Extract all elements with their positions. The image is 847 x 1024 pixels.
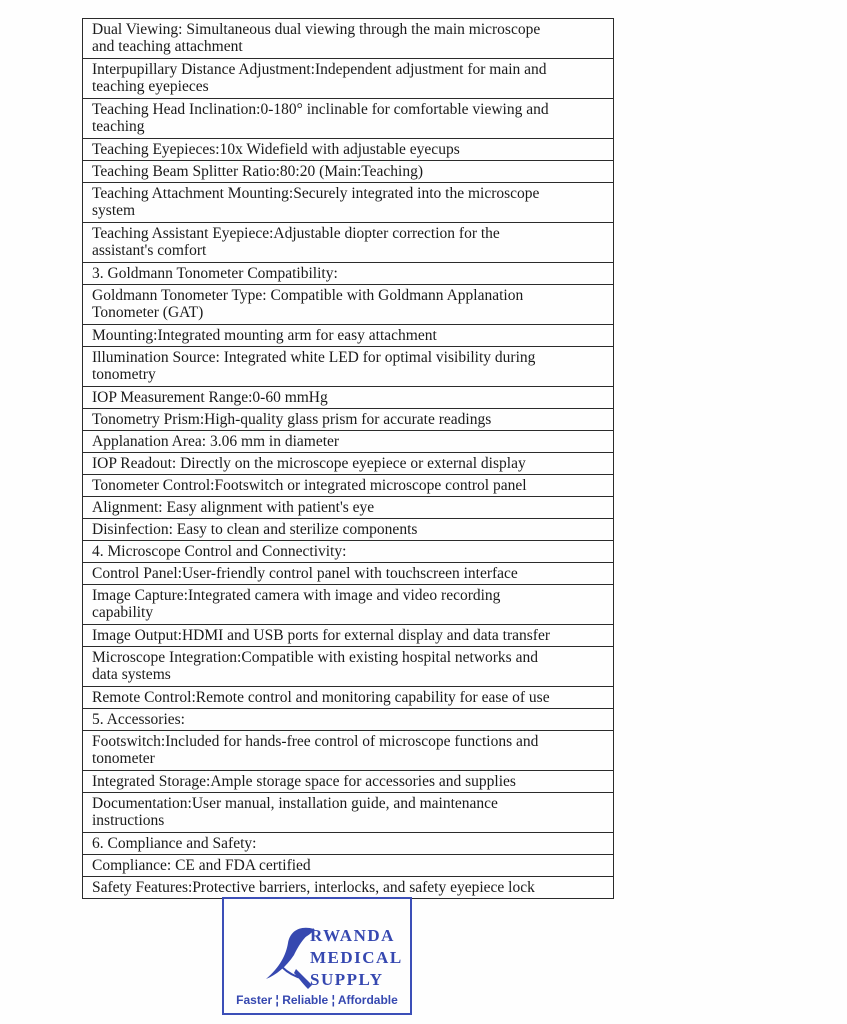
table-row bbox=[83, 139, 614, 161]
stamp-brand-name bbox=[310, 925, 403, 991]
table-cell: Disinfection: Easy to clean and sterilize components bbox=[83, 519, 614, 541]
table-cell: Teaching Eyepieces:10x Widefield with adjustable eyecups bbox=[83, 139, 614, 161]
stamp-brand-line2: MEDICAL bbox=[310, 948, 403, 967]
table-cell: IOP Readout: Directly on the microscope eyepiece or external display bbox=[83, 453, 614, 475]
table-cell: Goldmann Tonometer Type: Compatible with Goldmann Applanation Tonometer (GAT) bbox=[83, 285, 614, 325]
table-cell: Documentation:User manual, installation guide, and maintenance instructions bbox=[83, 793, 614, 833]
table-cell: Image Capture:Integrated camera with image and video recording capability bbox=[83, 585, 614, 625]
table-row bbox=[83, 285, 614, 325]
table-row bbox=[83, 325, 614, 347]
table-row bbox=[83, 731, 614, 771]
table-cell: Footswitch:Included for hands-free control of microscope functions and tonometer bbox=[83, 731, 614, 771]
table-cell: 3. Goldmann Tonometer Compatibility: bbox=[83, 263, 614, 285]
table-row bbox=[83, 453, 614, 475]
specifications-table-body bbox=[83, 19, 614, 899]
specifications-table bbox=[82, 18, 614, 899]
table-cell: 5. Accessories: bbox=[83, 709, 614, 731]
table-cell: 4. Microscope Control and Connectivity: bbox=[83, 541, 614, 563]
table-cell: Compliance: CE and FDA certified bbox=[83, 855, 614, 877]
table-cell: Applanation Area: 3.06 mm in diameter bbox=[83, 431, 614, 453]
table-cell: Integrated Storage:Ample storage space for accessories and supplies bbox=[83, 771, 614, 793]
table-row bbox=[83, 59, 614, 99]
table-row bbox=[83, 563, 614, 585]
table-row bbox=[83, 263, 614, 285]
table-row bbox=[83, 19, 614, 59]
table-row bbox=[83, 161, 614, 183]
table-cell: Teaching Head Inclination:0-180° inclinable for comfortable viewing and teaching bbox=[83, 99, 614, 139]
table-row bbox=[83, 585, 614, 625]
table-row bbox=[83, 99, 614, 139]
table-row bbox=[83, 877, 614, 899]
table-row bbox=[83, 431, 614, 453]
table-row bbox=[83, 475, 614, 497]
table-cell: IOP Measurement Range:0-60 mmHg bbox=[83, 387, 614, 409]
table-cell: 6. Compliance and Safety: bbox=[83, 833, 614, 855]
table-cell: Remote Control:Remote control and monitoring capability for ease of use bbox=[83, 687, 614, 709]
table-cell: Mounting:Integrated mounting arm for easy attachment bbox=[83, 325, 614, 347]
table-cell: Tonometer Control:Footswitch or integrated microscope control panel bbox=[83, 475, 614, 497]
table-row bbox=[83, 409, 614, 431]
table-row bbox=[83, 625, 614, 647]
table-row bbox=[83, 647, 614, 687]
table-cell: Control Panel:User-friendly control panel with touchscreen interface bbox=[83, 563, 614, 585]
table-cell: Tonometry Prism:High-quality glass prism for accurate readings bbox=[83, 409, 614, 431]
table-row bbox=[83, 687, 614, 709]
table-cell: Teaching Attachment Mounting:Securely integrated into the microscope system bbox=[83, 183, 614, 223]
table-cell: Alignment: Easy alignment with patient's eye bbox=[83, 497, 614, 519]
table-row bbox=[83, 771, 614, 793]
table-row bbox=[83, 387, 614, 409]
table-row bbox=[83, 833, 614, 855]
table-cell: Safety Features:Protective barriers, interlocks, and safety eyepiece lock bbox=[83, 877, 614, 899]
table-row bbox=[83, 347, 614, 387]
table-cell: Teaching Assistant Eyepiece:Adjustable diopter correction for the assistant's comfort bbox=[83, 223, 614, 263]
table-row bbox=[83, 223, 614, 263]
table-cell: Dual Viewing: Simultaneous dual viewing through the main microscope and teaching attachment bbox=[83, 19, 614, 59]
table-cell: Teaching Beam Splitter Ratio:80:20 (Main:Teaching) bbox=[83, 161, 614, 183]
table-cell: Microscope Integration:Compatible with existing hospital networks and data systems bbox=[83, 647, 614, 687]
table-cell: Interpupillary Distance Adjustment:Independent adjustment for main and teaching eyepieces bbox=[83, 59, 614, 99]
table-row bbox=[83, 709, 614, 731]
table-row bbox=[83, 541, 614, 563]
table-cell: Illumination Source: Integrated white LED for optimal visibility during tonometry bbox=[83, 347, 614, 387]
stamp-brand-line3: SUPPLY bbox=[310, 970, 384, 989]
stamp-brand-line1: RWANDA bbox=[310, 926, 395, 945]
table-row bbox=[83, 497, 614, 519]
table-row bbox=[83, 519, 614, 541]
table-row bbox=[83, 855, 614, 877]
table-row bbox=[83, 183, 614, 223]
stamp-tagline: Faster ¦ Reliable ¦ Affordable bbox=[236, 993, 398, 1007]
table-row bbox=[83, 793, 614, 833]
table-cell: Image Output:HDMI and USB ports for external display and data transfer bbox=[83, 625, 614, 647]
company-stamp bbox=[222, 897, 412, 1015]
